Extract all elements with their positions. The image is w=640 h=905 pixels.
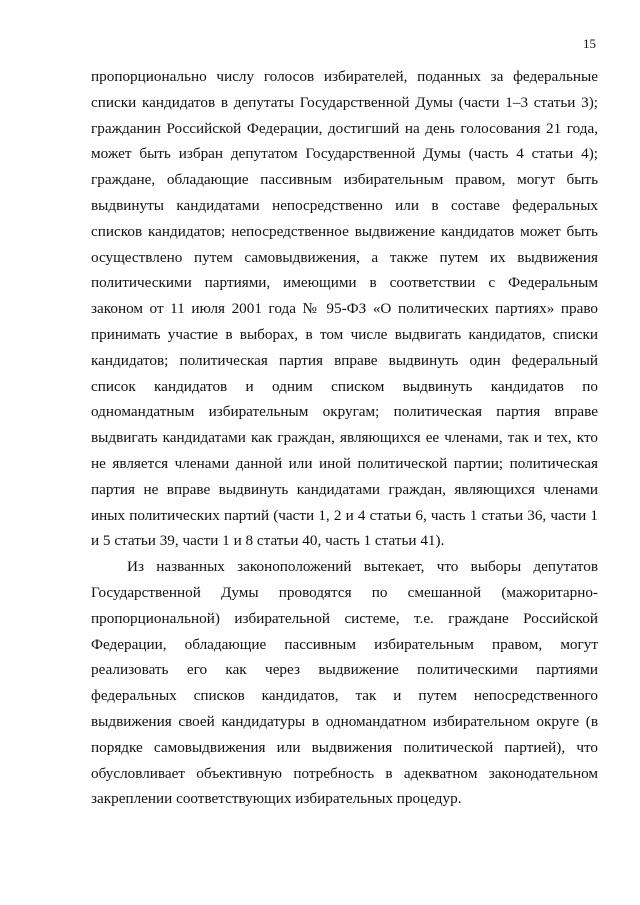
paragraph-conclusion: Из названных законоположений вытекает, что выборы депутатов Государственной Думы проводятся по смешанной (мажоритарно-пропорциональной) избирательной системе, т.е. граждане Российской Федерации, обладающие пассивным избирательным правом, могут реализовать его как через выдвижение политическими партиями федеральных списков кандидатов, так и путем непосредственного выдвижения своей кандидатуры в одномандатном избирательном округе (в порядке самовыдвижения или выдвижения политической партией), что обусловливает объективную потребность в адекватном законодательном закреплении соответствующих избирательных процедур. [91,558,598,808]
paragraph-continued: пропорционально числу голосов избирателей, поданных за федеральные списки кандидатов в депутаты Государственной Думы (части 1–3 статьи 3); гражданин Российской Федерации, достигший на день голосования 21 года, может быть избран депутатом Государственной Думы (часть 4 статьи 4); граждане, обладающие пассивным избирательным правом, могут быть выдвинуты кандидатами непосредственно или в составе федеральных списков кандидатов; непосредственное выдвижение кандидатов может быть осуществлено путем самовыдвижения, а также путем их выдвижения политическими партиями, имеющими в соответствии с Федеральным законом от 11 июля 2001 года № 95-ФЗ «О политических партиях» право принимать участие в выборах, в том числе выдвигать кандидатов, списки кандидатов; политическая партия вправе выдвинуть один федеральный список кандидатов и одним списком выдвинуть кандидатов по одномандатным избирательным округам; политическая партия вправе выдвигать кандидатами как граждан, являющихся ее членами, так и тех, кто не является членами данной или иной политической партии; политическая партия не вправе выдвинуть кандидатами граждан, являющихся членами иных политических партий (части 1, 2 и 4 статьи 6, часть 1 статьи 36, части 1 и 5 статьи 39, части 1 и 8 статьи 40, часть 1 статьи 41). [91,68,598,550]
page-number: 15 [583,36,596,51]
document-body [91,64,598,812]
